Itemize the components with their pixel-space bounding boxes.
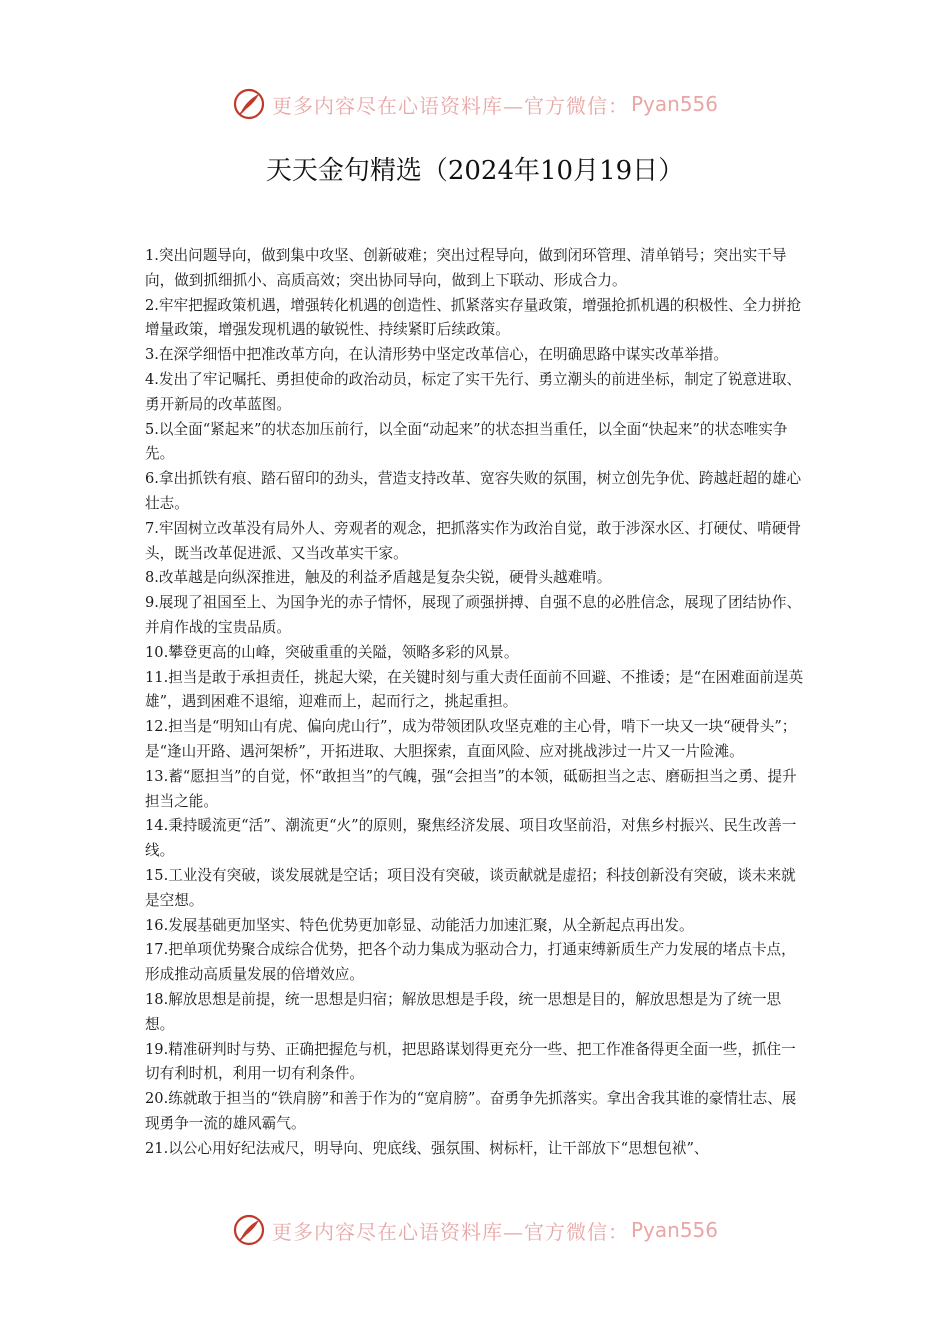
quote-item: 6.拿出抓铁有痕、踏石留印的劲头，营造支持改革、宽容失败的氛围，树立创先争优、跨越赶超的雄心壮志。 xyxy=(145,470,802,512)
quote-item: 3.在深学细悟中把准改革方向，在认清形势中坚定改革信心，在明确思路中谋实改革举措。 xyxy=(145,346,729,364)
quote-item: 12.担当是“明知山有虎、偏向虎山行”，成为带领团队攻坚克难的主心骨，啃下一块又一块“硬骨头”；是“逢山开路、遇河架桥”，开拓进取、大胆探索，直面风险、应对挑战涉过一片又一片险滩。 xyxy=(145,718,797,760)
quote-list xyxy=(145,244,809,1161)
wechat-id: Pyan556 xyxy=(630,1218,718,1242)
quote-item: 8.改革越是向纵深推进，触及的利益矛盾越是复杂尖锐，硬骨头越难啃。 xyxy=(145,569,612,587)
quote-item: 20.练就敢于担当的“铁肩膀”和善于作为的“宽肩膀”。奋勇争先抓落实。拿出舍我其谁的豪情壮志、展现勇争一流的雄风霸气。 xyxy=(145,1090,797,1132)
quote-item: 13.蓄“愿担当”的自觉，怀“敢担当”的气魄，强“会担当”的本领，砥砺担当之志、磨砺担当之勇、提升担当之能。 xyxy=(145,767,797,810)
quote-item: 7.牢固树立改革没有局外人、旁观者的观念，把抓落实作为政治自觉，敢于涉深水区、打硬仗、啃硬骨头，既当改革促进派、又当改革实干家。 xyxy=(145,519,802,562)
banner-text: 更多内容尽在心语资料库—官方微信： xyxy=(271,1219,629,1244)
header-banner xyxy=(0,84,950,124)
quote-item: 9.展现了祖国至上、为国争光的赤子情怀，展现了顽强拼搏、自强不息的必胜信念，展现了团结协作、并肩作战的宝贵品质。 xyxy=(145,594,802,636)
banner-text: 更多内容尽在心语资料库—官方微信： xyxy=(271,93,629,118)
quill-logo-icon xyxy=(232,1213,266,1247)
quote-item: 16.发展基础更加坚实、特色优势更加彰显、动能活力加速汇聚，从全新起点再出发。 xyxy=(145,916,694,934)
quote-item: 10.攀登更高的山峰，突破重重的关隘，领略多彩的风景。 xyxy=(145,643,519,661)
quote-item: 15.工业没有突破，谈发展就是空话；项目没有突破，谈贡献就是虚招；科技创新没有突破，谈未来就是空想。 xyxy=(145,866,796,909)
page-title: 天天金句精选（2024年10月19日） xyxy=(265,156,685,186)
quote-item: 5.以全面“紧起来”的状态加压前行，以全面“动起来”的状态担当重任，以全面“快起来”的状态唯实争先。 xyxy=(145,420,788,463)
quill-logo-icon xyxy=(232,87,266,121)
quote-item: 21.以公心用好纪法戒尺，明导向、兜底线、强氛围、树标杆，让干部放下“思想包袱”、 xyxy=(145,1139,709,1157)
quote-item: 19.精准研判时与势、正确把握危与机，把思路谋划得更充分一些、把工作准备得更全面一些，抓住一切有利时机，利用一切有利条件。 xyxy=(145,1040,796,1083)
footer-banner xyxy=(0,1210,950,1250)
quote-item: 4.发出了牢记嘱托、勇担使命的政治动员，标定了实干先行、勇立潮头的前进坐标，制定了锐意进取、勇开新局的改革蓝图。 xyxy=(145,370,802,413)
quote-item: 1.突出问题导向，做到集中攻坚、创新破难；突出过程导向，做到闭环管理、清单销号；突出实干导向，做到抓细抓小、高质高效；突出协同导向，做到上下联动、形成合力。 xyxy=(145,247,787,289)
quote-item: 17.把单项优势聚合成综合优势，把各个动力集成为驱动合力，打通束缚新质生产力发展的堵点卡点，形成推动高质量发展的倍增效应。 xyxy=(145,941,796,984)
quote-item: 2.牢牢把握政策机遇，增强转化机遇的创造性、抓紧落实存量政策，增强抢抓机遇的积极性、全力拼抢增量政策，增强发现机遇的敏锐性、持续紧盯后续政策。 xyxy=(145,296,802,339)
quote-item: 18.解放思想是前提，统一思想是归宿；解放思想是手段，统一思想是目的，解放思想是为了统一思想。 xyxy=(145,990,782,1033)
quote-item: 11.担当是敢于承担责任，挑起大梁，在关键时刻与重大责任面前不回避、不推诿；是“在困难面前逞英雄”，遇到困难不退缩，迎难而上，起而行之，挑起重担。 xyxy=(145,668,804,711)
quote-item: 14.秉持暖流更“活”、潮流更“火”的原则，聚焦经济发展、项目攻坚前沿，对焦乡村振兴、民生改善一线。 xyxy=(145,817,797,860)
wechat-id: Pyan556 xyxy=(630,92,718,116)
